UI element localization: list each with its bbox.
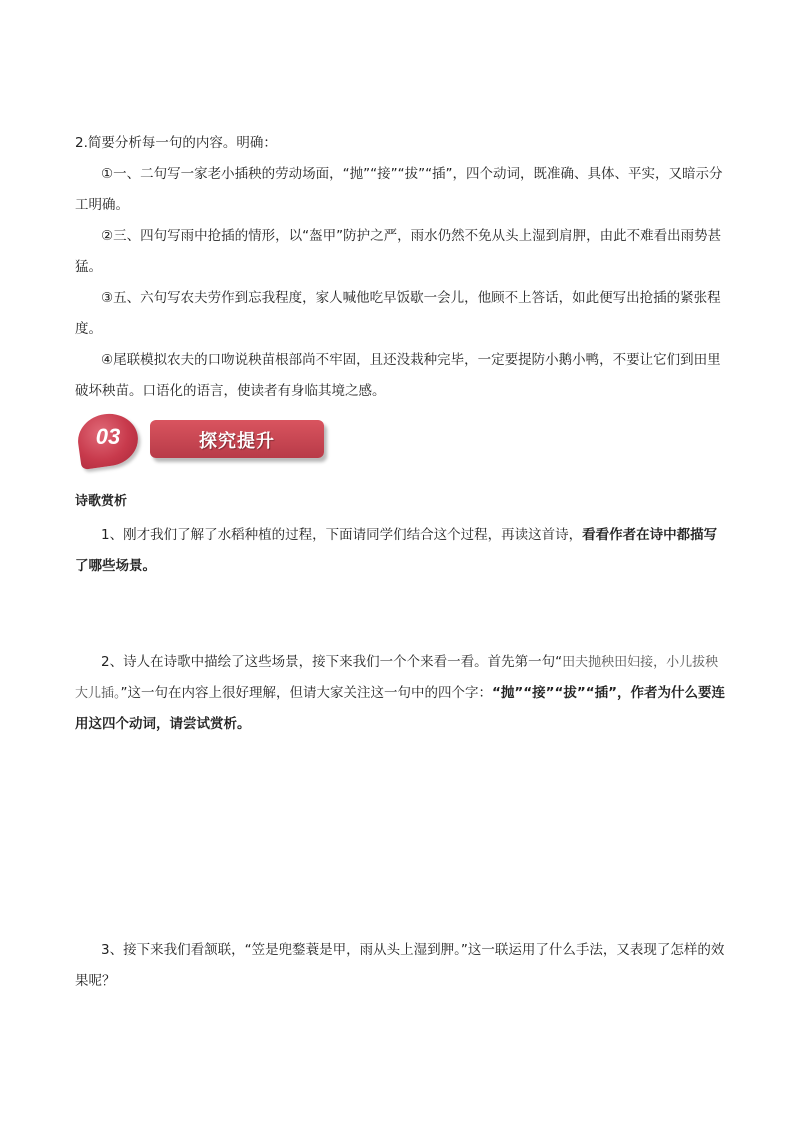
section-title: 探究提升 (199, 431, 275, 452)
question-2-emphasis: “抛”“接”“拔”“插”，作者为什么要连用这四个动词，请尝试赏析。 (75, 685, 725, 732)
question-3: 3、接下来我们看颔联，“笠是兜鍪蓑是甲，雨从头上湿到胛。”这一联运用了什么手法，又表现了怎样的效果呢？ (75, 942, 725, 989)
answer-item-1: ①一、二句写一家老小插秧的劳动场面，“抛”“接”“拔”“插”，四个动词，既准确、具体、平实，又暗示分工明确。 (75, 166, 723, 213)
section-header (78, 412, 338, 472)
section-number: 03 (95, 424, 121, 449)
question-2 (75, 647, 729, 740)
question-2-text-2: ”这一句在内容上很好理解，但请大家关注这一句中的四个字： (120, 685, 493, 701)
question-2-quote: 田夫抛秧田妇接，小儿拔秧大儿插。 (75, 655, 719, 701)
subheading: 诗歌赏析 (75, 494, 128, 509)
question-2-text: 2、诗人在诗歌中描绘了这些场景，接下来我们一个个来看一看。首先第一句“ (101, 654, 563, 670)
answer-heading: 2.简要分析每一句的内容。明确： (75, 135, 277, 151)
answer-item-2: ②三、四句写雨中抢插的情形，以“盔甲”防护之严，雨水仍然不免从头上湿到肩胛，由此不难看出雨势甚猛。 (75, 228, 722, 275)
section-title-bar (150, 420, 324, 458)
question-1 (75, 520, 729, 582)
question-1-emphasis: 看看作者在诗中都描写了哪些场景。 (75, 527, 718, 574)
answer-item-4: ④尾联模拟农夫的口吻说秧苗根部尚不牢固，且还没栽种完毕，一定要提防小鹅小鸭，不要让它们到田里破坏秧苗。口语化的语言，使读者有身临其境之感。 (75, 352, 721, 399)
question-1-text: 1、刚才我们了解了水稻种植的过程，下面请同学们结合这个过程，再读这首诗， (101, 527, 583, 543)
answer-item-3: ③五、六句写农夫劳作到忘我程度，家人喊他吃早饭歇一会儿，他顾不上答话，如此便写出抢插的紧张程度。 (75, 290, 721, 337)
